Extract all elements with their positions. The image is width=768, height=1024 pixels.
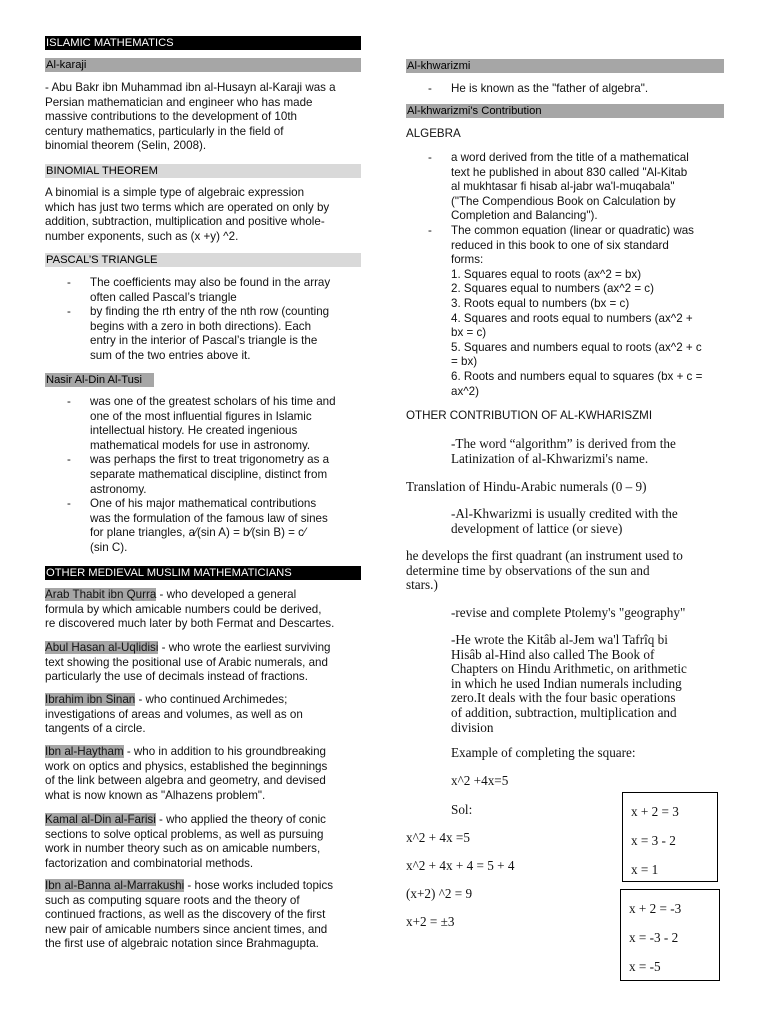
list-item-line: mathematical models for use in astronomy. <box>90 438 311 452</box>
paragraph-line: determine time by observations of the sun and <box>406 562 650 578</box>
mathematician-line: such as computing square roots and the theory of <box>45 893 300 907</box>
box-line: x + 2 = 3 <box>631 804 679 819</box>
heading-al-karaji: Al-karaji <box>45 58 361 72</box>
list-item-line: bx = c) <box>451 326 487 340</box>
mathematician-line: re discovered much later by both Fermat and Descartes. <box>45 617 335 631</box>
section-title-other-medieval-muslim-mathematicians: OTHER MEDIEVAL MUSLIM MATHEMATICIANS <box>45 566 361 580</box>
binomial-paragraph <box>45 186 329 244</box>
box-line: x = -5 <box>629 959 661 974</box>
box-line: x = 3 - 2 <box>631 833 676 848</box>
list-item-line: al mukhtasar fi hisab al-jabr wa'l-muqabala" <box>451 180 675 194</box>
binomial-line: A binomial is a simple type of algebraic expression <box>45 186 305 199</box>
heading-al-khwarizmi-contribution: Al-khwarizmi's Contribution <box>406 104 724 118</box>
list-item-line: Completion and Balancing"). <box>451 209 598 223</box>
mathematician-text: - who applied the theory of conic <box>155 813 326 826</box>
list-item-line: - The coefficients may also be found in the array <box>90 276 331 289</box>
list-item-line: 6. Roots and numbers equal to squares (bx + c = <box>451 369 703 383</box>
mathematician-name: Ibn al-Haytham <box>45 745 124 758</box>
mathematician-text: - who continued Archimedes; <box>135 693 288 706</box>
mathematician-first-line <box>45 641 330 656</box>
karaji-line: Persian mathematician and engineer who has made <box>45 95 313 109</box>
list-item-line: (sin C). <box>90 540 128 554</box>
binomial-line: which has just two terms which are operated on only by <box>45 200 330 214</box>
paragraph-line: stars.) <box>406 577 438 593</box>
list-item-line: - He is known as the "father of algebra". <box>451 82 649 95</box>
paragraph-line: Chapters on Hindu Arithmetic, on arithmetic <box>451 661 687 677</box>
mathematician-line: formula by which amicable numbers could be derived, <box>45 602 322 616</box>
mathematician-text: - who wrote the earliest surviving <box>158 641 331 654</box>
list-item-line: was the formulation of the famous law of sines <box>90 511 328 525</box>
mathematician-line: of the link between algebra and geometry, and devised <box>45 774 326 788</box>
mathematician-entry <box>45 879 333 952</box>
list-item-line: astronomy. <box>90 482 147 496</box>
mathematician-name: Kamal al-Din al-Farisi <box>45 813 156 826</box>
binomial-line: number exponents, such as (x +y) ^2. <box>45 229 239 243</box>
binomial-line: addition, subtraction, multiplication and positive whole- <box>45 215 325 229</box>
heading-binomial-theorem: BINOMIAL THEOREM <box>45 164 361 178</box>
mathematician-first-line <box>45 588 334 603</box>
mathematician-line: work on optics and physics, established the beginnings <box>45 759 328 773</box>
mathematician-line: sections to solve optical problems, as well as pursuing <box>45 827 324 841</box>
mathematician-line: the first use of algebraic notation since Brahmagupta. <box>45 937 319 951</box>
mathematician-entry <box>45 641 330 685</box>
list-item-line: reduced in this book to one of six standard <box>451 238 669 252</box>
solution-box-negative <box>620 889 720 981</box>
box-line: x + 2 = -3 <box>629 901 682 916</box>
solution-step: (x+2) ^2 = 9 <box>406 886 473 901</box>
list-item-line: 5. Squares and numbers equal to roots (ax^2 + c <box>451 340 702 354</box>
list-item-line: ax^2) <box>451 384 479 398</box>
mathematician-entry <box>45 588 334 632</box>
tusi-list <box>45 395 361 556</box>
example-equation: x^2 +4x=5 <box>451 773 509 788</box>
paragraph-line: -The word “algorithm” is derived from the <box>451 436 676 451</box>
mathematician-line: factorization and combinatorial methods. <box>45 856 254 870</box>
paragraph-line: of addition, subtraction, multiplication and <box>451 704 677 720</box>
mathematician-entry <box>45 693 303 737</box>
mathematician-name: Abul Hasan al-Uqlidisi <box>45 641 159 654</box>
solution-box-positive <box>622 792 718 882</box>
list-item-line: begins with a zero in both directions). Each <box>90 319 312 333</box>
mathematician-line: investigations of areas and volumes, as well as on <box>45 707 303 721</box>
mathematician-text: - who developed a general <box>156 588 297 601</box>
list-item-line: - The common equation (linear or quadratic) was <box>451 223 694 237</box>
list-item-line: 2. Squares equal to numbers (ax^2 = c) <box>451 282 654 296</box>
mathematician-first-line <box>45 879 333 894</box>
karaji-paragraph <box>45 81 336 154</box>
paragraph-line: -He wrote the Kitâb al-Jem wa'l Tafrîq bi <box>451 632 668 647</box>
list-item-line: one of the most influential figures in Islamic <box>90 409 312 423</box>
mathematician-first-line <box>45 813 326 828</box>
kitab-paragraph <box>451 633 687 735</box>
solution-label: Sol: <box>451 802 473 817</box>
paragraph-line: -Al-Khwarizmi is usually credited with the <box>451 506 678 521</box>
list-item-line: text he published in about 830 called "Al-Kitab <box>451 165 688 179</box>
mathematician-line: particularly the use of decimals instead of fractions. <box>45 670 308 684</box>
solution-step: x^2 + 4x =5 <box>406 830 470 845</box>
mathematician-text: - hose works included topics <box>184 879 334 892</box>
paragraph-line: development of lattice (or sieve) <box>451 520 623 536</box>
list-item <box>406 82 724 97</box>
mathematician-line: new pair of amicable numbers since ancient times, and <box>45 922 328 936</box>
list-item-line: - a word derived from the title of a mathematical <box>451 151 689 164</box>
translation-line: Translation of Hindu-Arabic numerals (0 – 9) <box>406 479 647 494</box>
mathematician-first-line <box>45 693 303 708</box>
paragraph-line: Latinization of al-Khwarizmi's name. <box>451 450 649 466</box>
karaji-line: century mathematics, particularly in the field of <box>45 124 284 138</box>
mathematician-name: Ibrahim ibn Sinan <box>45 693 136 706</box>
list-item-line: often called Pascal’s triangle <box>90 290 237 304</box>
list-item-line: - was one of the greatest scholars of his time and <box>90 395 336 408</box>
mathematician-line: continued fractions, as well as the discovery of the first <box>45 908 326 922</box>
list-item <box>45 395 361 453</box>
list-item-line: = bx) <box>451 355 478 369</box>
heading-other-contribution: OTHER CONTRIBUTION OF AL-KWHARISZMI <box>406 409 653 422</box>
paragraph-line: Hisâb al-Hind also called The Book of <box>451 646 655 662</box>
list-item-line: 3. Roots equal to numbers (bx = c) <box>451 296 630 310</box>
list-item-line: - was perhaps the first to treat trigonometry as a <box>90 453 330 467</box>
mathematician-entry <box>45 745 327 803</box>
pascal-list <box>45 276 361 364</box>
mathematician-line: what is now known as "Alhazens problem". <box>45 788 266 802</box>
box-line: x = 1 <box>631 862 659 877</box>
mathematician-text: - who in addition to his groundbreaking <box>123 745 327 758</box>
list-item-line: for plane triangles, a⁄(sin A) = b⁄(sin B) = c⁄ <box>90 526 306 540</box>
list-item <box>45 305 361 363</box>
mathematician-line: text showing the positional use of Arabic numerals, and <box>45 655 328 669</box>
heading-al-khwarizmi: Al-khwarizmi <box>406 59 724 73</box>
mathematician-line: tangents of a circle. <box>45 722 146 736</box>
khwarizmi-list <box>406 82 724 97</box>
mathematician-entry <box>45 813 326 871</box>
mathematician-name: Arab Thabit ibn Qurra <box>45 588 157 601</box>
heading-nasir-al-din-al-tusi: Nasir Al-Din Al-Tusi <box>45 373 154 387</box>
list-item-line: intellectual history. He created ingenious <box>90 424 298 438</box>
karaji-line: binomial theorem (Selin, 2008). <box>45 139 207 153</box>
list-item <box>406 224 724 399</box>
list-item <box>406 151 724 224</box>
list-item-line: 4. Squares and roots equal to numbers (ax^2 + <box>451 311 693 325</box>
paragraph-line: division <box>451 719 494 735</box>
paragraph-line: in which he used Indian numerals including <box>451 675 682 691</box>
paragraph-line: zero.It deals with the four basic operations <box>451 690 676 706</box>
box-line: x = -3 - 2 <box>629 930 679 945</box>
list-item-line: separate mathematical discipline, distinct from <box>90 467 328 481</box>
heading-pascals-triangle: PASCAL’S TRIANGLE <box>45 253 361 267</box>
lattice-paragraph <box>451 507 678 536</box>
karaji-line: - Abu Bakr ibn Muhammad ibn al-Husayn al-Karaji was a <box>45 81 336 94</box>
list-item-line: - by finding the rth entry of the nth row (counting <box>90 305 330 319</box>
list-item-line: ("The Compendious Book on Calculation by <box>451 194 676 208</box>
mathematician-name: Ibn al-Banna al-Marrakushi <box>45 879 185 892</box>
mathematician-line: work in number theory such as on amicable numbers, <box>45 842 321 856</box>
contribution-list <box>406 151 724 399</box>
quadrant-paragraph <box>406 549 683 593</box>
solution-step: x+2 = ±3 <box>406 914 455 929</box>
example-label: Example of completing the square: <box>451 745 636 760</box>
algebra-label: ALGEBRA <box>406 127 461 140</box>
mathematician-first-line <box>45 745 327 760</box>
list-item <box>45 453 361 497</box>
ptolemy-line: -revise and complete Ptolemy's "geography" <box>451 605 686 620</box>
list-item-line: sum of the two entries above it. <box>90 348 251 362</box>
list-item-line: forms: <box>451 253 484 267</box>
karaji-line: massive contributions to the development of 10th <box>45 110 297 124</box>
list-item-line: - One of his major mathematical contributions <box>90 497 317 511</box>
list-item-line: entry in the interior of Pascal’s triangle is the <box>90 334 318 348</box>
list-item <box>45 276 361 305</box>
algorithm-paragraph <box>451 437 676 466</box>
paragraph-line: he develops the first quadrant (an instrument used to <box>406 548 683 563</box>
list-item-line: 1. Squares equal to roots (ax^2 = bx) <box>451 267 642 281</box>
section-title-islamic-mathematics: ISLAMIC MATHEMATICS <box>45 36 361 50</box>
solution-step: x^2 + 4x + 4 = 5 + 4 <box>406 858 515 873</box>
list-item <box>45 497 361 555</box>
